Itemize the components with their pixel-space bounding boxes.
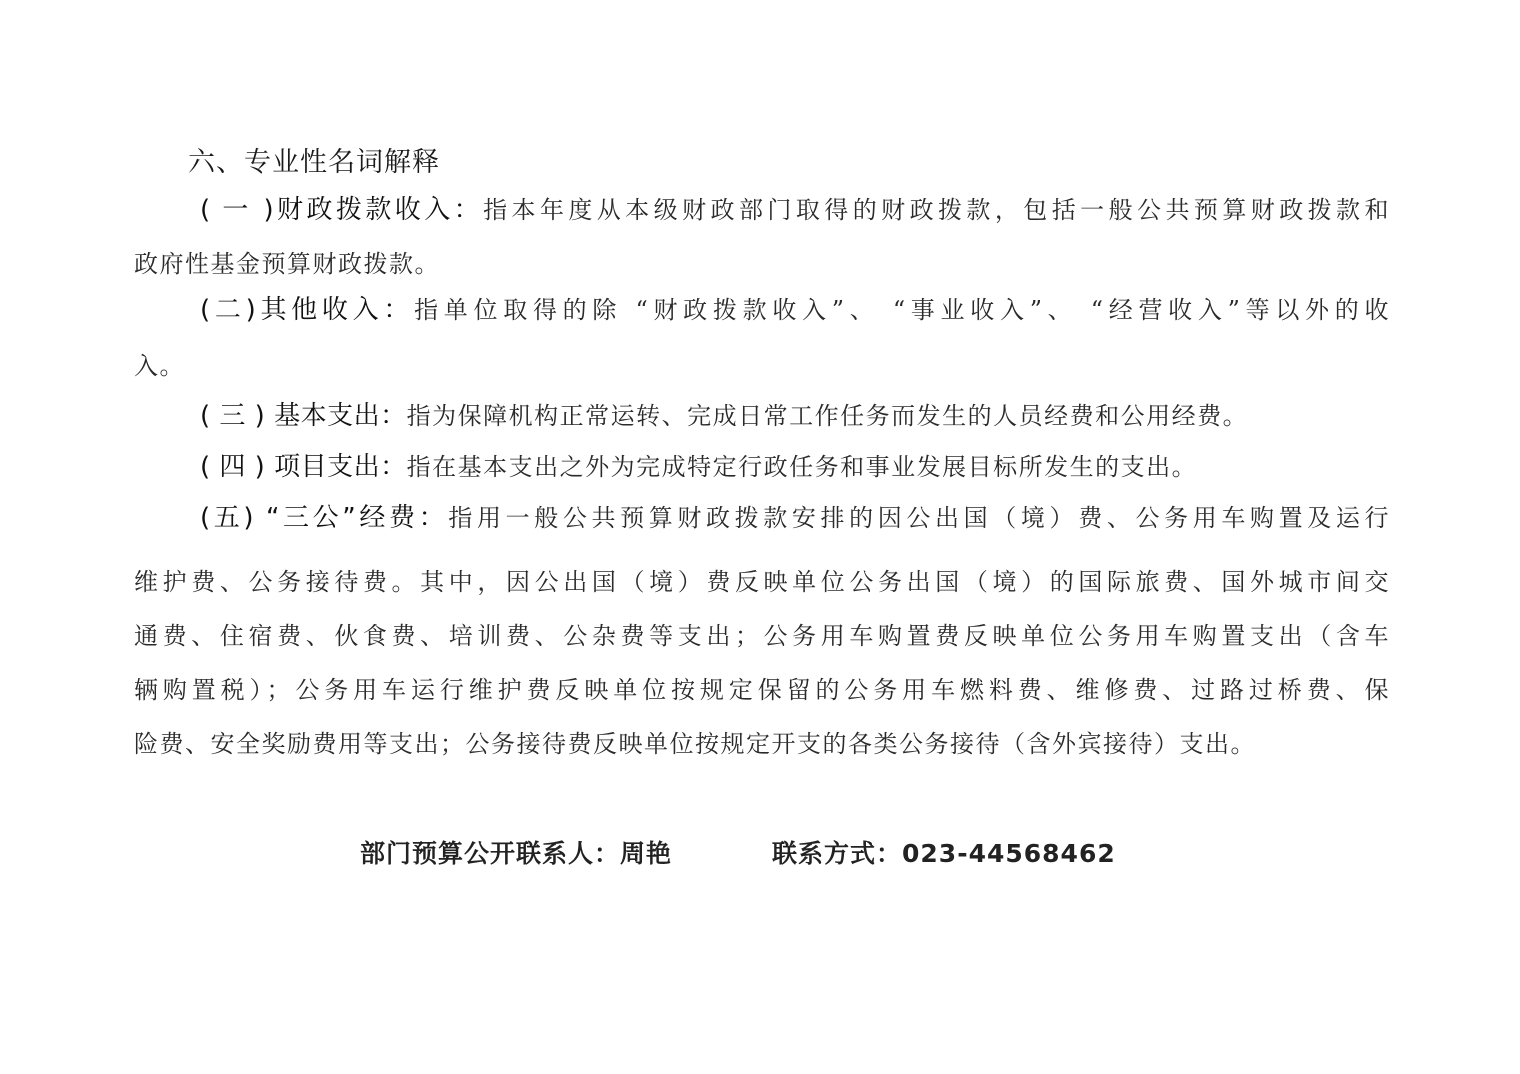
definition-item-1-line-1 bbox=[200, 192, 1390, 228]
contact-phone: 联系方式：023-44568462 bbox=[772, 839, 1116, 868]
section-heading: 六、专业性名词解释 bbox=[188, 147, 440, 178]
term-project-expenditure: ( 四 ) 项目支出： bbox=[200, 452, 407, 482]
contact-info bbox=[360, 836, 1116, 872]
definition-text: 指用一般公共预算财政拨款安排的因公出国（境）费、公务用车购置及运行 bbox=[448, 504, 1391, 532]
definition-item-5-line-2: 维护费、公务接待费。其中，因公出国（境）费反映单位公务出国（境）的国际旅费、国外城市间交 bbox=[134, 568, 1390, 596]
term-basic-expenditure: ( 三 ) 基本支出： bbox=[200, 401, 407, 431]
definition-text: 指本年度从本级财政部门取得的财政拨款，包括一般公共预算财政拨款和 bbox=[483, 196, 1390, 224]
definition-text: 指为保障机构正常运转、完成日常工作任务而发生的人员经费和公用经费。 bbox=[406, 402, 1249, 430]
definition-item-2-line-1 bbox=[200, 292, 1390, 328]
definition-text: 指在基本支出之外为完成特定行政任务和事业发展目标所发生的支出。 bbox=[406, 453, 1198, 481]
definition-item-2-line-2: 入。 bbox=[134, 352, 185, 380]
definition-item-3-line-1 bbox=[200, 398, 1248, 434]
contact-person: 部门预算公开联系人：周艳 bbox=[360, 839, 673, 868]
term-fiscal-appropriation: ( 一 )财政拨款收入： bbox=[200, 195, 484, 225]
definition-item-1-line-2: 政府性基金预算财政拨款。 bbox=[134, 250, 440, 278]
definition-item-5-line-4: 辆购置税）；公务用车运行维护费反映单位按规定保留的公务用车燃料费、维修费、过路过桥费、保 bbox=[134, 676, 1390, 704]
definition-item-4-line-1 bbox=[200, 449, 1197, 485]
definition-item-5-line-5: 险费、安全奖励费用等支出；公务接待费反映单位按规定开支的各类公务接待（含外宾接待）支出。 bbox=[134, 730, 1256, 758]
definition-item-5-line-1 bbox=[200, 500, 1390, 536]
definition-item-5-line-3: 通费、住宿费、伙食费、培训费、公杂费等支出；公务用车购置费反映单位公务用车购置支出（含车 bbox=[134, 622, 1390, 650]
term-other-income: (二)其他收入： bbox=[200, 295, 415, 325]
definition-text: 指单位取得的除 “财政拨款收入”、 “事业收入”、 “经营收入”等以外的收 bbox=[414, 296, 1390, 324]
term-three-public-expenses: (五) “三公”经费： bbox=[200, 503, 449, 533]
